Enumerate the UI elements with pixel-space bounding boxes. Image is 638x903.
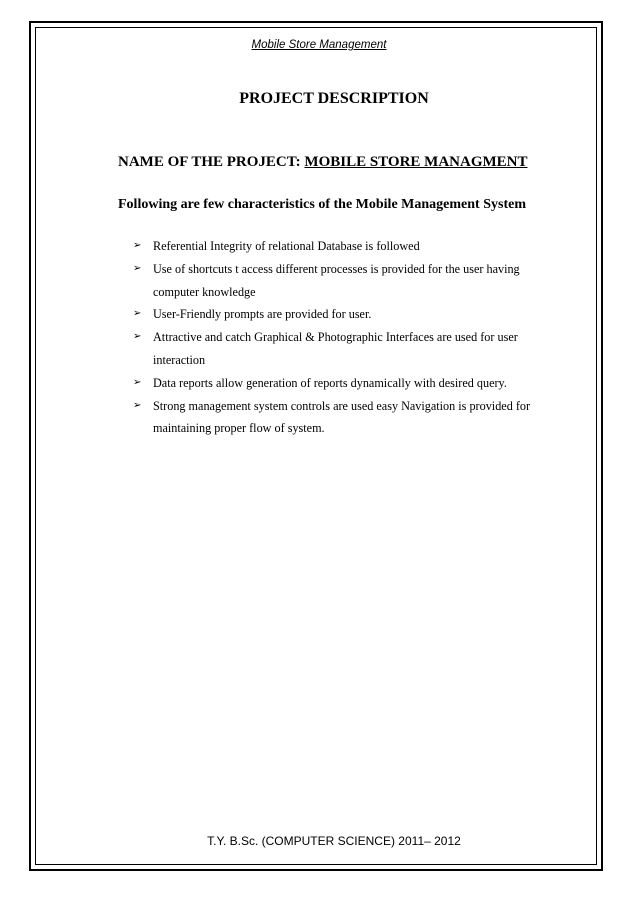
project-name-label: NAME OF THE PROJECT: xyxy=(118,154,305,170)
list-item xyxy=(133,258,553,304)
list-item-text: Referential Integrity of relational Database is followed xyxy=(153,239,420,253)
list-item xyxy=(133,395,553,441)
project-name-value: MOBILE STORE MANAGMENT xyxy=(304,154,528,170)
list-item-text: Data reports allow generation of reports dynamically with desired query. xyxy=(153,375,507,390)
list-item xyxy=(133,235,553,258)
list-item-text: Attractive and catch Graphical & Photographic Interfaces are used for user interaction xyxy=(153,330,518,367)
list-item-text: User-Friendly prompts are provided for user. xyxy=(153,307,372,322)
list-item xyxy=(133,326,553,372)
arrowhead-bullet-icon: ➢ xyxy=(133,399,142,411)
arrowhead-bullet-icon: ➢ xyxy=(133,331,142,343)
running-header: Mobile Store Management xyxy=(251,39,387,51)
list-item-text: Strong management system controls are used easy Navigation is provided for maintaining proper flow of system. xyxy=(153,398,531,436)
arrowhead-bullet-icon: ➢ xyxy=(133,240,142,251)
page-border-inner xyxy=(35,27,597,865)
characteristics-intro: Following are few characteristics of the Mobile Management System xyxy=(118,197,526,212)
arrowhead-bullet-icon: ➢ xyxy=(133,376,142,388)
running-footer: T.Y. B.Sc. (COMPUTER SCIENCE) 2011– 2012 xyxy=(207,834,461,848)
list-item xyxy=(133,372,553,395)
arrowhead-bullet-icon: ➢ xyxy=(133,308,142,320)
list-item-text: Use of shortcuts t access different processes is provided for the user having computer knowledge xyxy=(153,261,520,299)
list-item xyxy=(133,303,553,326)
page-title: PROJECT DESCRIPTION xyxy=(239,90,429,107)
characteristics-list xyxy=(133,235,553,440)
project-name-line xyxy=(118,154,528,171)
arrowhead-bullet-icon: ➢ xyxy=(133,262,142,274)
